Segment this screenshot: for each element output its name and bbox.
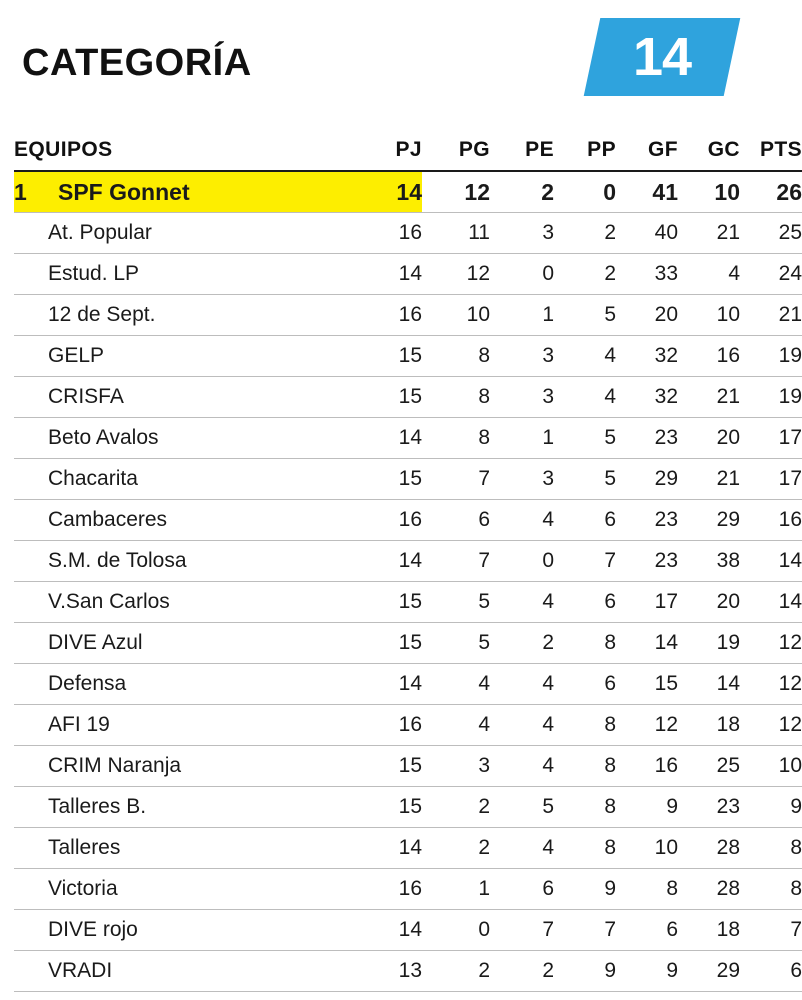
cell-gf: 9: [666, 795, 678, 818]
cell-pj: 15: [398, 467, 422, 490]
cell-pe: 2: [542, 959, 554, 982]
cell-pg: 8: [478, 426, 490, 449]
column-header-gc: GC: [678, 130, 740, 171]
cell-gf: 8: [666, 877, 678, 900]
cell-pe: 4: [542, 672, 554, 695]
cell-pe: 1: [542, 426, 554, 449]
cell-pp: 5: [604, 467, 616, 490]
cell-team-name: DIVE Azul: [48, 631, 143, 654]
cell-team: [14, 171, 354, 213]
cell-pg: 2: [478, 836, 490, 859]
standings-table: [14, 130, 802, 992]
standings-table-wrap: [0, 130, 802, 992]
cell-gc: 29: [716, 508, 740, 531]
cell-gc: 28: [716, 836, 740, 859]
cell-pg: 10: [466, 303, 490, 326]
cell-pts: 6: [790, 959, 802, 982]
cell-pg: 12: [466, 262, 490, 285]
cell-team-name: CRIM Naranja: [48, 754, 182, 777]
cell-pj: 15: [398, 590, 422, 613]
cell-team: [14, 500, 354, 541]
cell-team-name: Defensa: [48, 672, 127, 695]
cell-team-name: Talleres: [48, 836, 121, 859]
cell-team: [14, 787, 354, 828]
cell-pg: 8: [478, 344, 490, 367]
cell-team: [14, 746, 354, 787]
cell-rank: 1: [14, 178, 27, 205]
cell-pts: 14: [778, 549, 802, 572]
table-row: [14, 541, 802, 582]
cell-gc: 38: [716, 549, 740, 572]
cell-pj: 14: [398, 836, 422, 859]
cell-pj: 15: [398, 795, 422, 818]
table-row: [14, 582, 802, 623]
cell-pj: 16: [398, 221, 422, 244]
cell-gf: 29: [654, 467, 678, 490]
cell-pts: 24: [778, 262, 802, 285]
category-badge-number: 14: [632, 27, 692, 87]
cell-gf: 15: [654, 672, 678, 695]
cell-pts: 7: [790, 918, 802, 941]
cell-pg: 5: [478, 590, 490, 613]
cell-pp: 5: [604, 426, 616, 449]
cell-pj: 13: [398, 959, 422, 982]
cell-pe: 4: [542, 713, 554, 736]
cell-pts: 21: [778, 303, 802, 326]
cell-pe: 4: [542, 836, 554, 859]
table-row: [14, 254, 802, 295]
table-row: [14, 295, 802, 336]
cell-pj: 14: [398, 262, 422, 285]
cell-gf: 23: [654, 549, 678, 572]
cell-pj: 15: [398, 631, 422, 654]
cell-team-name: VRADI: [48, 959, 113, 982]
cell-pe: 3: [542, 385, 554, 408]
table-row: [14, 171, 802, 213]
cell-team-name: 12 de Sept.: [48, 303, 156, 326]
table-row: [14, 664, 802, 705]
cell-team-name: Beto Avalos: [48, 426, 159, 449]
cell-pe: 7: [542, 918, 554, 941]
cell-gc: 21: [716, 385, 740, 408]
cell-pp: 8: [604, 795, 616, 818]
cell-gc: 18: [716, 918, 740, 941]
cell-team-name: Estud. LP: [48, 262, 140, 285]
cell-pj: 14: [398, 918, 422, 941]
column-header-gf: GF: [616, 130, 678, 171]
cell-gc: 21: [716, 467, 740, 490]
cell-pg: 4: [478, 713, 490, 736]
cell-pts: 26: [776, 178, 802, 205]
table-row: [14, 828, 802, 869]
table-row: [14, 418, 802, 459]
cell-pts: 14: [778, 590, 802, 613]
cell-gc: 20: [716, 590, 740, 613]
cell-team: [14, 582, 354, 623]
cell-gf: 23: [654, 508, 678, 531]
cell-pe: 2: [541, 178, 554, 205]
cell-pj: 14: [398, 426, 422, 449]
cell-gf: 20: [654, 303, 678, 326]
cell-pe: 3: [542, 467, 554, 490]
table-header-row: [14, 130, 802, 171]
cell-team-name: DIVE rojo: [48, 918, 138, 941]
cell-team-name: V.San Carlos: [48, 590, 170, 613]
cell-gc: 16: [716, 344, 740, 367]
cell-gc: 21: [716, 221, 740, 244]
cell-gf: 14: [654, 631, 678, 654]
cell-team-name: Chacarita: [48, 467, 138, 490]
cell-pe: 0: [542, 262, 554, 285]
cell-pp: 6: [604, 508, 616, 531]
category-badge: [584, 18, 741, 96]
cell-pp: 6: [604, 672, 616, 695]
cell-gf: 6: [666, 918, 678, 941]
cell-gf: 9: [666, 959, 678, 982]
page-title: CATEGORÍA: [22, 42, 252, 84]
cell-team: [14, 541, 354, 582]
cell-team-name: GELP: [48, 344, 105, 367]
column-header-equipos: EQUIPOS: [14, 130, 354, 171]
cell-pg: 5: [478, 631, 490, 654]
cell-pe: 2: [542, 631, 554, 654]
table-row: [14, 746, 802, 787]
cell-pts: 25: [778, 221, 802, 244]
cell-gf: 32: [654, 385, 678, 408]
cell-gc: 28: [716, 877, 740, 900]
cell-pe: 3: [542, 344, 554, 367]
cell-pe: 4: [542, 590, 554, 613]
cell-team: [14, 295, 354, 336]
cell-pe: 5: [542, 795, 554, 818]
column-header-pe: PE: [490, 130, 554, 171]
table-row: [14, 623, 802, 664]
standings-table-head: [14, 130, 802, 171]
cell-gc: 10: [716, 303, 740, 326]
cell-pg: 11: [468, 221, 490, 244]
cell-team: [14, 623, 354, 664]
cell-team: [14, 418, 354, 459]
cell-pts: 16: [778, 508, 802, 531]
cell-pts: 9: [790, 795, 802, 818]
cell-pg: 7: [478, 467, 490, 490]
cell-pp: 4: [604, 385, 616, 408]
cell-gf: 17: [654, 590, 678, 613]
cell-pj: 14: [398, 672, 422, 695]
cell-gf: 12: [654, 713, 678, 736]
table-row: [14, 336, 802, 377]
cell-gf: 16: [654, 754, 678, 777]
table-row: [14, 500, 802, 541]
cell-pe: 4: [542, 754, 554, 777]
cell-pj: 16: [398, 508, 422, 531]
cell-pts: 19: [778, 344, 802, 367]
cell-team-name: CRISFA: [48, 385, 124, 408]
standings-table-body: [14, 171, 802, 992]
cell-team-name: Cambaceres: [48, 508, 168, 531]
cell-pp: 2: [604, 262, 616, 285]
cell-pj: 14: [354, 171, 422, 213]
cell-pts: 12: [778, 631, 802, 654]
cell-pts: 17: [778, 426, 802, 449]
cell-team: [14, 664, 354, 705]
cell-pj: 15: [398, 344, 422, 367]
table-row: [14, 869, 802, 910]
cell-gc: 19: [716, 631, 740, 654]
cell-pp: 4: [604, 344, 616, 367]
cell-pj: 14: [398, 549, 422, 572]
cell-pp: 8: [604, 713, 616, 736]
cell-team-name: SPF Gonnet: [58, 178, 190, 205]
table-row: [14, 213, 802, 254]
table-row: [14, 459, 802, 500]
cell-team-name: AFI 19: [48, 713, 110, 736]
table-row: [14, 377, 802, 418]
column-header-pj: PJ: [354, 130, 422, 171]
column-header-pts: PTS: [740, 130, 802, 171]
cell-gc: 29: [716, 959, 740, 982]
cell-team: [14, 869, 354, 910]
cell-pe: 6: [542, 877, 554, 900]
cell-pj: 16: [398, 877, 422, 900]
cell-pp: 8: [604, 836, 616, 859]
cell-pg: 2: [478, 959, 490, 982]
cell-team-name: S.M. de Tolosa: [48, 549, 187, 572]
cell-pp: 7: [604, 918, 616, 941]
cell-team-name: Victoria: [48, 877, 118, 900]
table-row: [14, 951, 802, 992]
cell-pts: 10: [778, 754, 802, 777]
cell-pe: 0: [542, 549, 554, 572]
cell-gc: 23: [716, 795, 740, 818]
table-row: [14, 910, 802, 951]
cell-pp: 9: [604, 877, 616, 900]
cell-pts: 8: [790, 877, 802, 900]
cell-pe: 3: [542, 221, 554, 244]
cell-pg: 4: [478, 672, 490, 695]
cell-pg: 0: [478, 918, 490, 941]
cell-team: [14, 336, 354, 377]
cell-gc: 20: [716, 426, 740, 449]
cell-pp: 8: [604, 631, 616, 654]
cell-pg: 1: [478, 877, 490, 900]
page-header: [0, 0, 750, 130]
cell-pp: 8: [604, 754, 616, 777]
category-badge-inner: [592, 18, 732, 96]
cell-pts: 19: [778, 385, 802, 408]
cell-gf: 32: [654, 344, 678, 367]
cell-pg: 8: [478, 385, 490, 408]
cell-pp: 5: [604, 303, 616, 326]
cell-pj: 16: [398, 713, 422, 736]
cell-pg: 3: [478, 754, 490, 777]
cell-pg: 12: [464, 178, 490, 205]
cell-pg: 7: [478, 549, 490, 572]
cell-gf: 40: [654, 221, 678, 244]
cell-pj: 15: [398, 385, 422, 408]
cell-team: [14, 951, 354, 992]
cell-team: [14, 705, 354, 746]
cell-team: [14, 254, 354, 295]
cell-team: [14, 828, 354, 869]
cell-pts: 8: [790, 836, 802, 859]
column-header-pg: PG: [422, 130, 490, 171]
cell-pe: 1: [542, 303, 554, 326]
cell-team: [14, 459, 354, 500]
cell-pp: 2: [604, 221, 616, 244]
cell-gf: 10: [654, 836, 678, 859]
cell-pp: 6: [604, 590, 616, 613]
cell-team: [14, 213, 354, 254]
cell-pg: 6: [478, 508, 490, 531]
cell-team: [14, 910, 354, 951]
table-row: [14, 787, 802, 828]
cell-gc: 18: [716, 713, 740, 736]
cell-pe: 4: [542, 508, 554, 531]
cell-pts: 17: [778, 467, 802, 490]
cell-gf: 41: [652, 178, 678, 205]
cell-pj: 16: [398, 303, 422, 326]
cell-team-name: Talleres B.: [48, 795, 147, 818]
table-row: [14, 705, 802, 746]
cell-team: [14, 377, 354, 418]
cell-gf: 23: [654, 426, 678, 449]
column-header-pp: PP: [554, 130, 616, 171]
cell-team-name: At. Popular: [48, 221, 152, 244]
cell-pts: 12: [778, 672, 802, 695]
cell-gc: 25: [716, 754, 740, 777]
cell-pts: 12: [778, 713, 802, 736]
cell-pg: 2: [478, 795, 490, 818]
cell-gc: 14: [716, 672, 740, 695]
cell-pp: 7: [604, 549, 616, 572]
cell-pp: 0: [603, 178, 616, 205]
cell-pj: 15: [398, 754, 422, 777]
cell-gc: 4: [728, 262, 740, 285]
cell-gc: 10: [714, 178, 740, 205]
cell-gf: 33: [654, 262, 678, 285]
cell-pp: 9: [604, 959, 616, 982]
